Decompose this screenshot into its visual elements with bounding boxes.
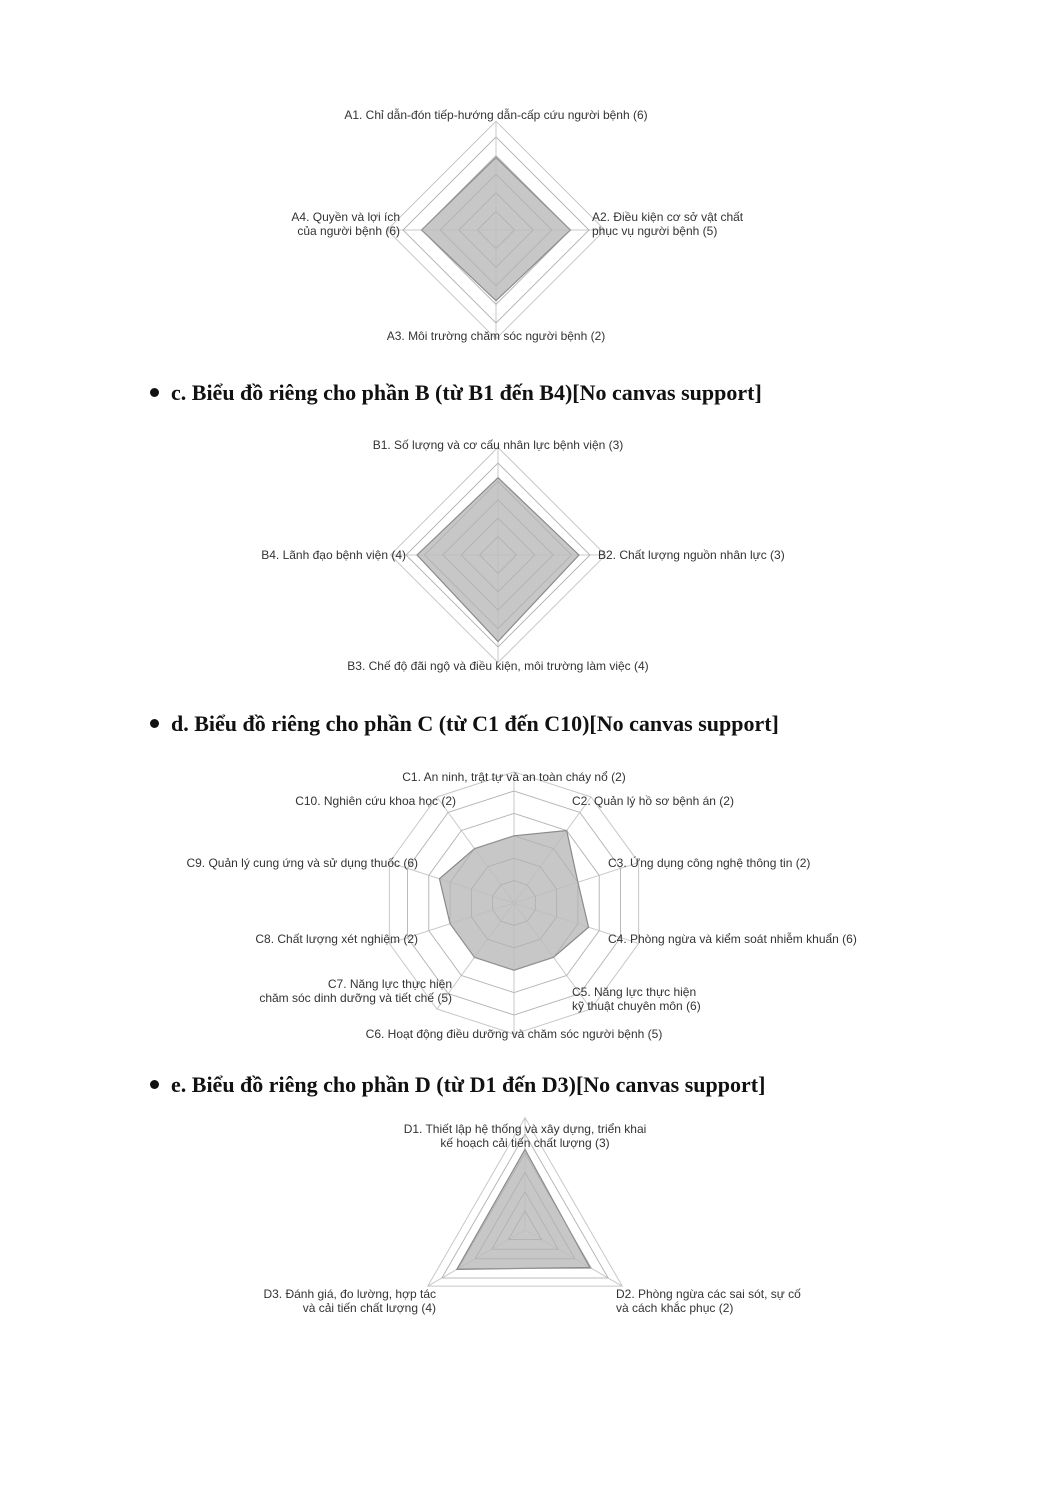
radar-chart-c bbox=[0, 760, 1061, 1050]
axis-label: A2. Điều kiện cơ sở vật chất phục vụ người bệnh (5) bbox=[592, 210, 744, 238]
bullet-icon bbox=[150, 388, 159, 397]
axis-label: D3. Đánh giá, đo lường, hợp tác và cải tiến chất lượng (4) bbox=[263, 1287, 436, 1315]
axis-label: D1. Thiết lập hệ thống và xây dựng, triển khai kế hoạch cải tiến chất lượng (3) bbox=[403, 1122, 647, 1150]
radar-svg-a bbox=[0, 100, 1061, 350]
axis-label: B3. Chế độ đãi ngộ và điều kiện, môi trường làm việc (4) bbox=[347, 659, 649, 673]
axis-label: C3. Ứng dụng công nghệ thông tin (2) bbox=[608, 856, 811, 870]
axis-label: A1. Chỉ dẫn-đón tiếp-hướng dẫn-cấp cứu người bệnh (6) bbox=[344, 108, 648, 122]
axis-label: C6. Hoạt động điều dưỡng và chăm sóc người bệnh (5) bbox=[365, 1027, 663, 1041]
axis-label: C8. Chất lượng xét nghiệm (2) bbox=[255, 932, 418, 946]
axis-label: C5. Năng lực thực hiện kỹ thuật chuyên môn (6) bbox=[572, 985, 701, 1013]
radar-svg-d bbox=[0, 1115, 1061, 1330]
axis-label: B4. Lãnh đạo bệnh viện (4) bbox=[261, 548, 406, 562]
axis-label: C10. Nghiên cứu khoa học (2) bbox=[295, 794, 456, 808]
radar-chart-b bbox=[0, 430, 1061, 680]
heading-part-b bbox=[150, 380, 762, 406]
heading-part-b-text: c. Biểu đồ riêng cho phần B (từ B1 đến B4)[No canvas support] bbox=[171, 380, 762, 405]
heading-part-c bbox=[150, 711, 779, 737]
axis-label: C1. An ninh, trật tự và an toàn cháy nổ (2) bbox=[402, 770, 626, 784]
axis-label: B1. Số lượng và cơ cấu nhân lực bệnh viện (3) bbox=[372, 438, 624, 452]
heading-part-c-text: d. Biểu đồ riêng cho phần C (từ C1 đến C10)[No canvas support] bbox=[171, 711, 779, 736]
radar-svg-c bbox=[0, 760, 1061, 1050]
radar-svg-b bbox=[0, 430, 1061, 680]
data-series-area bbox=[439, 831, 588, 971]
bullet-icon bbox=[150, 1080, 159, 1089]
data-series-area bbox=[457, 1149, 590, 1269]
axis-label: C2. Quản lý hồ sơ bệnh án (2) bbox=[572, 794, 734, 808]
axis-label: B2. Chất lượng nguồn nhân lực (3) bbox=[598, 548, 785, 562]
data-series-area bbox=[417, 478, 579, 642]
radar-chart-a bbox=[0, 100, 1061, 350]
radar-chart-d bbox=[0, 1115, 1061, 1330]
axis-label: A4. Quyền và lợi ích của người bệnh (6) bbox=[291, 210, 400, 238]
axis-label: C4. Phòng ngừa và kiểm soát nhiễm khuẩn (6) bbox=[608, 932, 857, 946]
bullet-icon bbox=[150, 719, 159, 728]
data-series-area bbox=[422, 157, 571, 300]
axis-label: A3. Môi trường chăm sóc người bệnh (2) bbox=[386, 329, 606, 343]
heading-part-d bbox=[150, 1072, 765, 1098]
axis-label: D2. Phòng ngừa các sai sót, sự cố và cách khắc phục (2) bbox=[616, 1287, 801, 1315]
heading-part-d-text: e. Biểu đồ riêng cho phần D (từ D1 đến D3)[No canvas support] bbox=[171, 1072, 766, 1097]
axis-label: C9. Quản lý cung ứng và sử dụng thuốc (6) bbox=[186, 856, 418, 870]
axis-label: C7. Năng lực thực hiện chăm sóc dinh dưỡng và tiết chế (5) bbox=[259, 977, 452, 1005]
